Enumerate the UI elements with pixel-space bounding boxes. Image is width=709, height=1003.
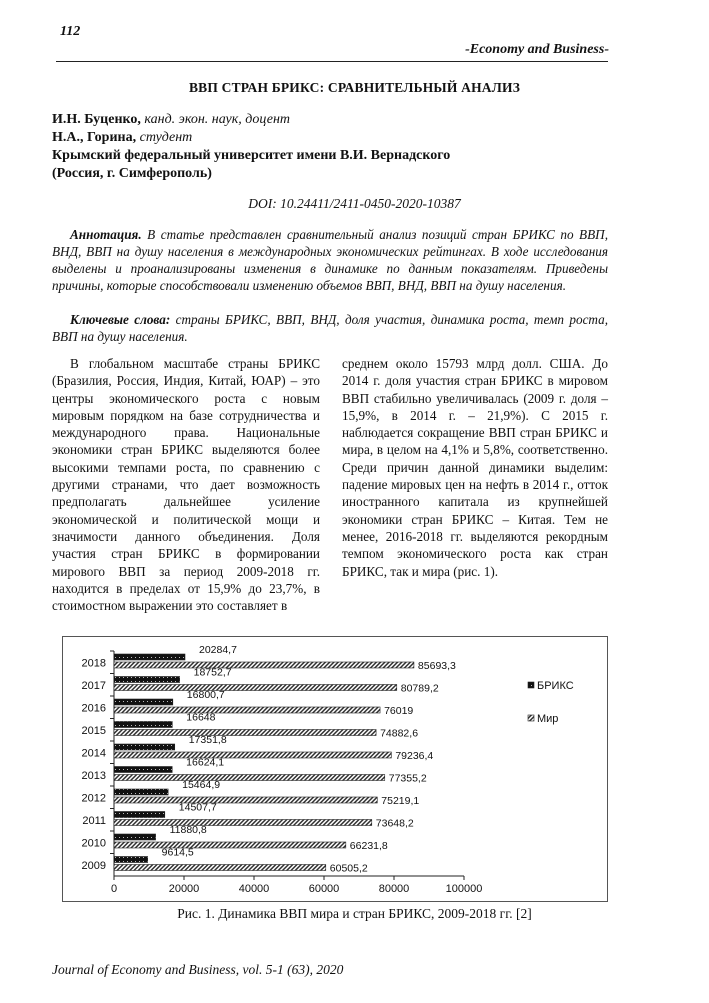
brics-data-label: 16648 xyxy=(186,711,216,724)
brics-bar xyxy=(114,722,172,728)
world-bar xyxy=(114,865,326,871)
abstract-text: В статье представлен сравнительный анализ позиций стран БРИКС по ВВП, ВНД, ВВП на душу населения в международных экономических рейтингах. В ходе исследования выделены и проанализированы изменения в динамике по данным показателям. Приведены причины, которые способствовали изменению объемов ВВП, ВНД, ВВП на душу населения. xyxy=(52,227,608,293)
y-category-label: 2012 xyxy=(81,792,106,805)
doi: DOI: 10.24411/2411-0450-2020-10387 xyxy=(248,196,461,211)
world-data-label: 79236,4 xyxy=(395,750,434,762)
brics-bar xyxy=(114,744,175,750)
x-tick-label: 80000 xyxy=(378,883,410,895)
y-category-label: 2015 xyxy=(81,724,106,737)
affiliation-line-1 xyxy=(52,148,450,164)
world-data-label: 80789,2 xyxy=(400,682,439,695)
keywords xyxy=(52,311,608,345)
gdp-bar-chart xyxy=(62,636,608,902)
figure-caption: Рис. 1. Динамика ВВП мира и стран БРИКС, 2009-2018 гг. [2] xyxy=(177,906,532,921)
brics-bar xyxy=(114,654,185,660)
x-tick-label: 100000 xyxy=(445,883,483,895)
world-bar xyxy=(114,752,391,758)
x-tick-label: 20000 xyxy=(168,883,200,895)
body-column-left: В глобальном масштабе страны БРИКС (Бразилия, Россия, Индия, Китай, ЮАР) – это центры экономического роста с новым мировым порядком на базе сотрудничества и международного права. Национальные экономики стран БРИКС выделяются более высокими темпами роста, по сравнению с другими странами, что дает возможность предполагать дальнейшее усиление экономической и политической мощи и значимости данного объединения. Доля участия стран БРИКС в формировании мирового ВВП за период 2009-2018 гг. находится в пределах от 15,9% до 23,7%, в стоимостном выражении это составляет в xyxy=(52,356,320,614)
brics-data-label: 20284,7 xyxy=(198,644,237,656)
article-title: ВВП СТРАН БРИКС: СРАВНИТЕЛЬНЫЙ АНАЛИЗ xyxy=(188,80,521,95)
legend-label-world: Мир xyxy=(537,713,559,725)
brics-data-label: 18752,7 xyxy=(193,666,232,679)
author-1-role: канд. экон. наук, доцент xyxy=(140,112,291,127)
legend-swatch-brics xyxy=(528,682,534,688)
y-category-label: 2010 xyxy=(81,837,106,850)
brics-bar xyxy=(114,857,148,863)
brics-bar xyxy=(114,699,173,705)
brics-bar xyxy=(114,812,165,818)
brics-bar xyxy=(114,677,180,683)
header-divider xyxy=(56,61,608,62)
world-bar xyxy=(114,662,414,668)
world-bar xyxy=(114,842,346,848)
y-category-label: 2016 xyxy=(81,702,106,715)
brics-data-label: 16624,1 xyxy=(186,756,225,769)
y-category-label: 2017 xyxy=(81,679,106,692)
legend-label-brics: БРИКС xyxy=(537,680,574,692)
affiliation-university: Крымский федеральный университет имени В.И. Вернадского xyxy=(52,148,451,163)
y-category-label: 2011 xyxy=(82,814,106,827)
x-tick-label: 60000 xyxy=(308,883,340,895)
author-2-name: Н.А., Горина, xyxy=(52,130,137,145)
brics-data-label: 9614,5 xyxy=(161,846,194,859)
brics-bar xyxy=(114,789,168,795)
world-bar xyxy=(114,797,377,803)
world-data-label: 66231,8 xyxy=(349,840,388,852)
world-data-label: 85693,3 xyxy=(417,660,456,672)
y-category-label: 2018 xyxy=(81,657,106,670)
y-category-label: 2014 xyxy=(81,747,106,760)
author-2-role: студент xyxy=(136,130,193,145)
world-bar xyxy=(114,707,380,713)
world-bar xyxy=(114,775,385,781)
affiliation-line-2 xyxy=(52,166,212,182)
body-column-right: среднем около 15793 млрд долл. США. До 2014 г. доля участия стран БРИКС в мировом ВВП стабильно увеличивалась (2009 г. доля – 15,9%, в 2014 г. – 21,9%). С 2015 г. наблюдается сокращение ВВП стран БРИКС и мира, в целом на 4,1% и 5,8%, соответственно. Среди причин данной динамики выделим: падение мировых цен на нефть в 2014 г., отток иностранного капитала из крупнейшей экономики стран БРИКС – Китая. Тем не менее, 2016-2018 гг. выделяются рекордным темпом экономического роста как стран БРИКС, так и мира (рис. 1). xyxy=(342,356,608,579)
x-tick-label: 40000 xyxy=(238,883,270,895)
x-tick-label: 0 xyxy=(110,883,118,895)
world-data-label: 76019 xyxy=(384,705,414,717)
legend-swatch-world xyxy=(528,715,534,721)
page-number: 112 xyxy=(60,24,81,39)
world-bar xyxy=(114,685,397,691)
abstract xyxy=(52,226,608,294)
brics-bar xyxy=(114,767,172,773)
brics-data-label: 11880,8 xyxy=(169,824,207,836)
y-category-label: 2009 xyxy=(81,859,106,872)
world-bar xyxy=(114,730,376,736)
brics-data-label: 16800,7 xyxy=(186,689,225,701)
brics-data-label: 17351,8 xyxy=(188,734,227,746)
affiliation-location: (Россия, г. Симферополь) xyxy=(52,166,212,181)
world-data-label: 60505,2 xyxy=(329,862,368,875)
world-data-label: 75219,1 xyxy=(381,795,420,807)
world-data-label: 77355,2 xyxy=(388,772,427,785)
author-2 xyxy=(52,130,192,146)
y-category-label: 2013 xyxy=(81,769,106,782)
world-data-label: 74882,6 xyxy=(380,727,419,740)
brics-bar xyxy=(114,834,156,840)
brics-data-label: 14507,7 xyxy=(178,801,217,814)
abstract-label: Аннотация. xyxy=(70,227,142,242)
keywords-label: Ключевые слова: xyxy=(70,312,171,327)
keywords-text: страны БРИКС, ВВП, ВНД, доля участия, динамика роста, темп роста, ВВП на душу населения. xyxy=(52,312,608,344)
author-1-name: И.Н. Буценко, xyxy=(52,112,141,127)
author-1 xyxy=(52,112,290,128)
brics-data-label: 15464,9 xyxy=(182,779,221,791)
world-bar xyxy=(114,820,372,826)
journal-running-header: -Economy and Business- xyxy=(465,42,609,57)
world-data-label: 73648,2 xyxy=(375,817,414,830)
journal-footer: Journal of Economy and Business, vol. 5-1 (63), 2020 xyxy=(52,962,344,977)
